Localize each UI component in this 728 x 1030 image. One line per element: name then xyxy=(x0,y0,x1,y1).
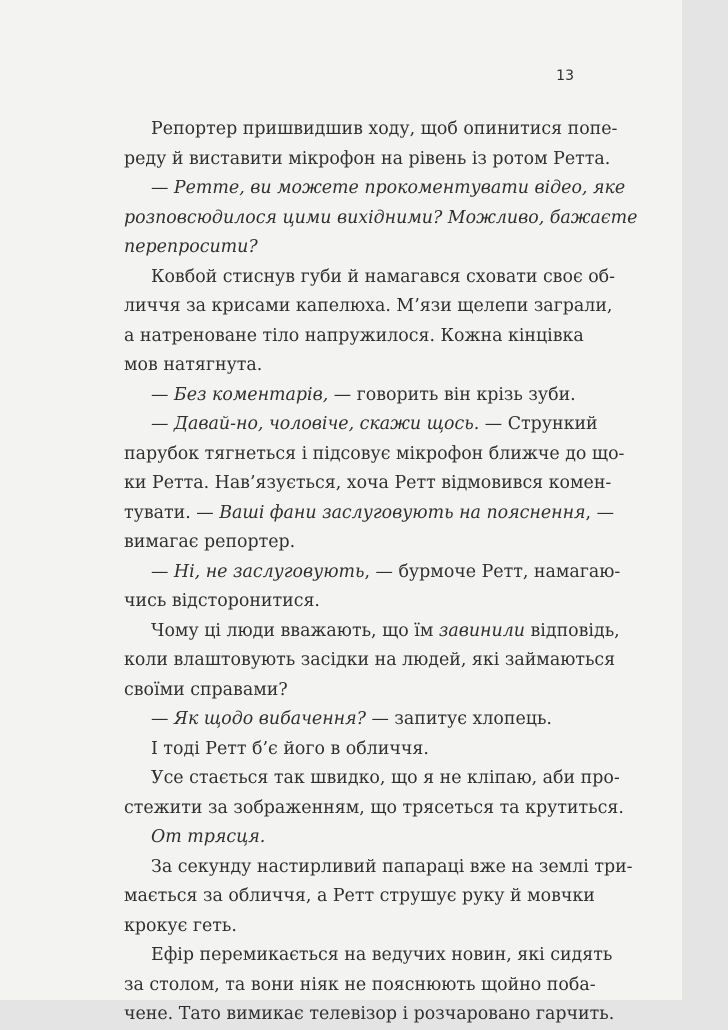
text-line xyxy=(124,617,620,647)
page-number: 13 xyxy=(556,68,574,84)
text-run: крокує геть. xyxy=(124,915,237,936)
text-run: за столом, та вони ніяк не пояснюють щойно поба- xyxy=(124,974,596,995)
text-run: а натреноване тіло напружилося. Кожна кінцівка xyxy=(124,325,584,346)
text-line xyxy=(124,794,624,824)
text-line xyxy=(124,469,612,499)
text-line xyxy=(124,499,614,529)
text-run: — xyxy=(151,384,174,405)
text-run: , — бурмоче Ретт, намагаю- xyxy=(364,561,621,582)
italic-text: Без коментарів, xyxy=(173,384,329,405)
text-line xyxy=(124,912,572,942)
text-line xyxy=(124,410,598,440)
italic-text: Ваші фани заслуговують на пояснення xyxy=(219,502,586,523)
text-line xyxy=(124,233,572,263)
text-run: відповідь, xyxy=(524,620,620,641)
text-line xyxy=(124,735,572,765)
italic-text: завинили xyxy=(438,620,525,641)
text-run: Чому ці люди вважають, що їм xyxy=(151,620,439,641)
text-run: реду й виставити мікрофон на рівень із ротом Ретта. xyxy=(124,148,611,169)
text-run: — Стрункий xyxy=(479,414,598,434)
italic-text: Ретте, ви можете прокоментувати відео, яке xyxy=(173,178,626,198)
italic-text: От трясця. xyxy=(151,827,266,847)
text-line xyxy=(124,381,576,411)
text-run: — запитує хлопець. xyxy=(365,709,552,729)
text-run: мов натягнута. xyxy=(124,355,263,375)
text-run: Ковбой стиснув губи й намагався сховати своє об- xyxy=(151,266,616,287)
text-run: Репортер пришвидшив ходу, щоб опинитися попе- xyxy=(151,119,618,139)
text-line xyxy=(124,440,625,470)
italic-text: Давай-но, чоловіче, скажи щось. xyxy=(173,414,480,434)
text-line xyxy=(124,823,572,853)
text-run: чись відсторонитися. xyxy=(124,591,320,611)
text-run: стежити за зображенням, що трясеться та крутиться. xyxy=(124,797,624,818)
text-run: , — xyxy=(585,502,614,523)
text-line xyxy=(124,115,618,145)
text-run: вимагає репортер. xyxy=(124,532,296,552)
text-run: своїми справами? xyxy=(124,679,288,700)
text-line xyxy=(124,971,596,1001)
text-line xyxy=(124,558,621,588)
text-line xyxy=(124,145,611,175)
text-run: чене. Тато вимикає телевізор і розчаровано гарчить. xyxy=(124,1004,615,1024)
text-line xyxy=(124,292,613,322)
text-line xyxy=(124,941,613,971)
text-run: За секунду настирливий папараці вже на землі три- xyxy=(151,856,633,877)
body-text xyxy=(124,115,638,1030)
text-line xyxy=(124,646,616,676)
text-run: І тоді Ретт б’є його в обличчя. xyxy=(151,738,429,759)
text-line xyxy=(124,587,572,617)
text-line xyxy=(124,676,572,706)
text-run: — xyxy=(151,709,174,729)
text-run: Ефір перемикається на ведучих новин, які сидять xyxy=(151,945,613,965)
text-run: парубок тягнеться і підсовує мікрофон ближче до що- xyxy=(124,443,625,464)
text-line xyxy=(124,882,595,912)
italic-text: перепросити? xyxy=(124,237,258,257)
italic-text: Як щодо вибачення? xyxy=(173,709,366,729)
text-run: коли влаштовують засідки на людей, які займаються xyxy=(124,650,616,670)
text-run: ки Ретта. Нав’язується, хоча Ретт відмовився комен- xyxy=(124,473,612,493)
text-run: — xyxy=(151,178,174,198)
text-line xyxy=(124,174,626,204)
italic-text: Ні, не заслуговують xyxy=(173,561,365,582)
text-run: — xyxy=(151,414,174,434)
text-line xyxy=(124,351,572,381)
text-run: мається за обличчя, а Ретт струшує руку й мовчки xyxy=(124,886,595,906)
text-line xyxy=(124,322,584,352)
text-line xyxy=(124,764,620,794)
italic-text: розповсюдилося цими вихідними? Можливо, бажаєте xyxy=(124,207,638,228)
text-run: — говорить він крізь зуби. xyxy=(328,384,576,405)
text-line xyxy=(124,853,633,883)
text-run: личчя за крисами капелюха. М’язи щелепи заграли, xyxy=(124,296,613,316)
text-line xyxy=(124,528,572,558)
text-line xyxy=(124,204,638,234)
text-run: Усе стається так швидко, що я не кліпаю, аби про- xyxy=(151,768,620,788)
text-run: тувати. — xyxy=(124,502,220,523)
text-line xyxy=(124,705,572,735)
text-line xyxy=(124,1000,615,1030)
text-line xyxy=(124,263,616,293)
text-run: — xyxy=(151,561,174,582)
